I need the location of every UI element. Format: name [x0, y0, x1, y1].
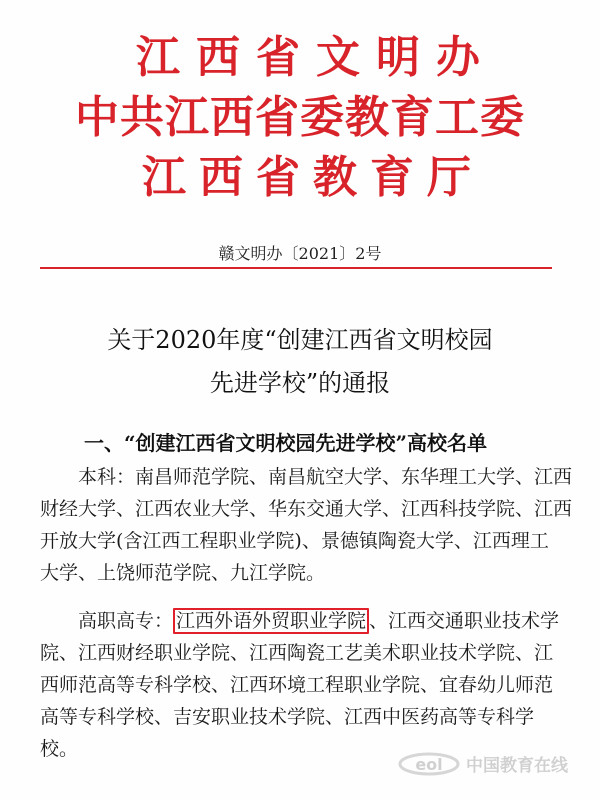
paragraph-line: 西师范高等专科学校、江西环境工程职业学院、宜春幼儿师范: [40, 674, 554, 696]
vocational-paragraph: [40, 605, 560, 765]
paragraph-line: 本科：南昌师范学院、南昌航空大学、东华理工大学、江西: [78, 466, 573, 488]
document-title-line-1: 关于2020年度“创建江西省文明校园: [107, 326, 493, 354]
watermark-text: 中国教育在线: [466, 755, 568, 776]
paragraph-line: 开放大学(含江西工程职业学院)、景德镇陶瓷大学、江西理工: [40, 530, 549, 552]
section-heading: 一、“创建江西省文明校园先进学校”高校名单: [84, 431, 488, 455]
vocational-first-line-rest: 、江西交通职业技术学: [369, 610, 560, 632]
eol-logo-icon: [398, 748, 460, 778]
watermark: [398, 748, 568, 778]
paragraph-line: 大学、上饶师范学院、九江学院。: [40, 562, 326, 584]
highlighted-school: 江西外语外贸职业学院: [173, 608, 369, 634]
paragraph-line: 高等专科学校、吉安职业技术学院、江西中医药高等专科学: [40, 706, 535, 728]
issuer-line-1: 江西省文明办: [136, 32, 496, 83]
paragraph-line: 院、江西财经职业学院、江西陶瓷工艺美术职业技术学院、江: [40, 642, 554, 664]
issuer-line-2: 中共江西省委教育工委: [75, 92, 525, 143]
document-number: 赣文明办〔2021〕2号: [218, 244, 382, 263]
paragraph-line: 财经大学、江西农业大学、华东交通大学、江西科技学院、江西: [40, 498, 573, 520]
document-title-line-2: 先进学校”的通报: [209, 369, 391, 397]
svg-text:eol: eol: [415, 755, 443, 774]
undergrad-paragraph: [40, 461, 573, 589]
red-divider-rule: [40, 267, 552, 269]
paragraph-line: [40, 605, 560, 637]
issuer-line-3: 江西省教育厅: [142, 152, 484, 203]
paragraph-line: 校。: [40, 738, 79, 760]
vocational-prefix: 高职高专：: [78, 610, 174, 632]
